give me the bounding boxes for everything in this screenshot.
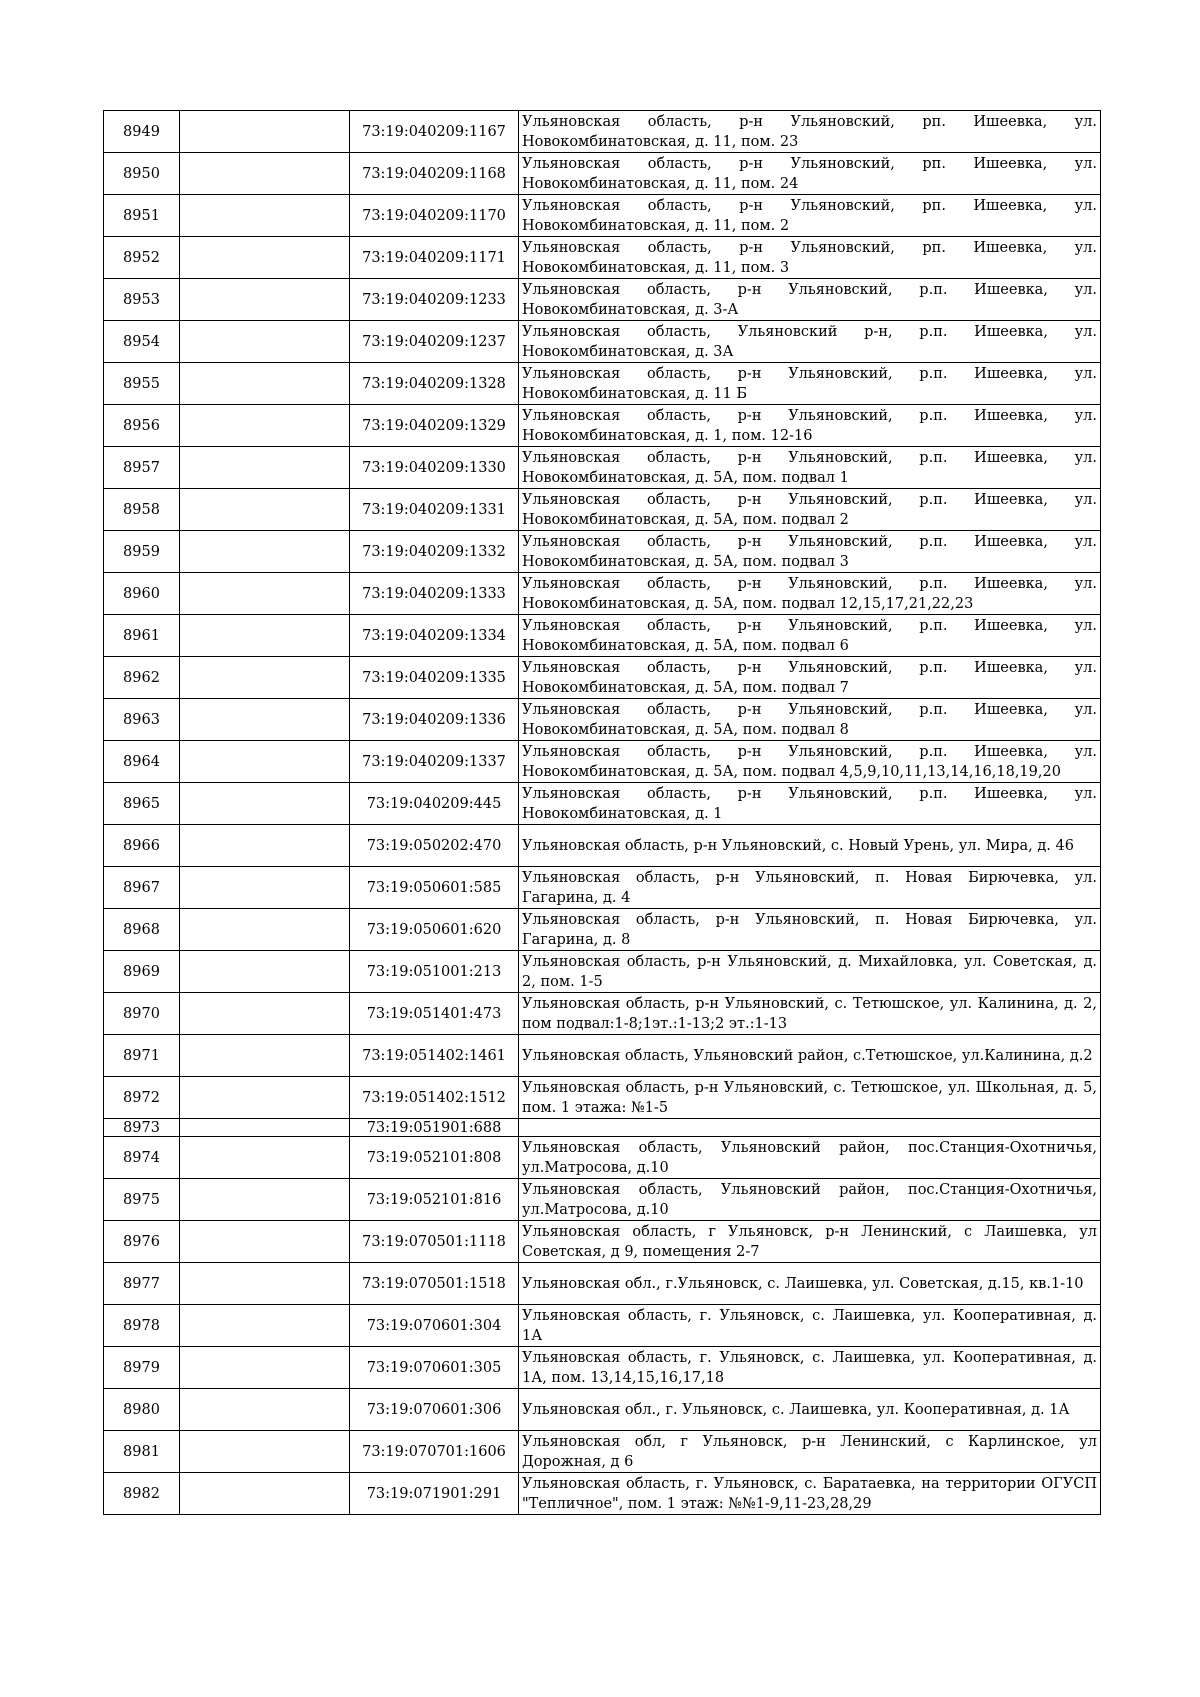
empty-cell (180, 1473, 350, 1515)
empty-cell (180, 447, 350, 489)
row-number-cell: 8952 (104, 237, 180, 279)
address-cell: Ульяновская область, Ульяновский район, пос.Станция-Охотничья, ул.Матросова, д.10 (519, 1137, 1101, 1179)
address-cell: Ульяновская область, Ульяновский район, с.Тетюшское, ул.Калинина, д.2 (519, 1035, 1101, 1077)
table-row (104, 363, 1101, 405)
empty-cell (180, 867, 350, 909)
empty-cell (180, 951, 350, 993)
row-number-cell: 8969 (104, 951, 180, 993)
row-number-cell: 8950 (104, 153, 180, 195)
cadastral-number-cell: 73:19:052101:816 (350, 1179, 519, 1221)
address-cell: Ульяновская область, р-н Ульяновский, р.п. Ишеевка, ул. Новокомбинатовская, д. 1 (519, 783, 1101, 825)
empty-cell (180, 237, 350, 279)
address-cell: Ульяновская область, р-н Ульяновский, рп. Ишеевка, ул. Новокомбинатовская, д. 11, пом. 3 (519, 237, 1101, 279)
table-row (104, 1473, 1101, 1515)
cadastral-number-cell: 73:19:070601:306 (350, 1389, 519, 1431)
address-cell: Ульяновская обл., г. Ульяновск, с. Лаишевка, ул. Кооперативная, д. 1А (519, 1389, 1101, 1431)
table-row (104, 1119, 1101, 1137)
address-cell: Ульяновская область, р-н Ульяновский, р.п. Ишеевка, ул. Новокомбинатовская, д. 3-А (519, 279, 1101, 321)
empty-cell (180, 489, 350, 531)
row-number-cell: 8951 (104, 195, 180, 237)
row-number-cell: 8968 (104, 909, 180, 951)
row-number-cell: 8954 (104, 321, 180, 363)
table-row (104, 1431, 1101, 1473)
table-row (104, 573, 1101, 615)
table-row (104, 1221, 1101, 1263)
table-row (104, 111, 1101, 153)
table-row (104, 321, 1101, 363)
address-cell: Ульяновская область, р-н Ульяновский, р.п. Ишеевка, ул. Новокомбинатовская, д. 11 Б (519, 363, 1101, 405)
row-number-cell: 8962 (104, 657, 180, 699)
address-cell: Ульяновская область, Ульяновский район, пос.Станция-Охотничья, ул.Матросова, д.10 (519, 1179, 1101, 1221)
address-cell: Ульяновская область, р-н Ульяновский, рп. Ишеевка, ул. Новокомбинатовская, д. 11, пом. 2 (519, 195, 1101, 237)
table-row (104, 489, 1101, 531)
address-cell: Ульяновская область, р-н Ульяновский, р.п. Ишеевка, ул. Новокомбинатовская, д. 5А, пом. подвал 6 (519, 615, 1101, 657)
table-row (104, 1347, 1101, 1389)
cadastral-number-cell: 73:19:040209:1334 (350, 615, 519, 657)
row-number-cell: 8958 (104, 489, 180, 531)
address-cell: Ульяновская область, р-н Ульяновский, р.п. Ишеевка, ул. Новокомбинатовская, д. 5А, пом. подвал 2 (519, 489, 1101, 531)
empty-cell (180, 1347, 350, 1389)
row-number-cell: 8963 (104, 699, 180, 741)
row-number-cell: 8978 (104, 1305, 180, 1347)
empty-cell (180, 909, 350, 951)
address-cell: Ульяновская область, р-н Ульяновский, д. Михайловка, ул. Советская, д. 2, пом. 1-5 (519, 951, 1101, 993)
cadastral-number-cell: 73:19:051401:473 (350, 993, 519, 1035)
address-cell: Ульяновская область, р-н Ульяновский, п. Новая Бирючевка, ул. Гагарина, д. 4 (519, 867, 1101, 909)
empty-cell (180, 111, 350, 153)
empty-cell (180, 615, 350, 657)
empty-cell (180, 1221, 350, 1263)
row-number-cell: 8973 (104, 1119, 180, 1137)
table-row (104, 1263, 1101, 1305)
row-number-cell: 8970 (104, 993, 180, 1035)
empty-cell (180, 1431, 350, 1473)
document-page (103, 110, 1100, 1515)
address-cell: Ульяновская область, г. Ульяновск, с. Лаишевка, ул. Кооперативная, д. 1А, пом. 13,14,15,16,17,18 (519, 1347, 1101, 1389)
cadastral-number-cell: 73:19:040209:1171 (350, 237, 519, 279)
table-row (104, 195, 1101, 237)
cadastral-number-cell: 73:19:051001:213 (350, 951, 519, 993)
address-cell: Ульяновская область, Ульяновский р-н, р.п. Ишеевка, ул. Новокомбинатовская, д. 3А (519, 321, 1101, 363)
cadastral-number-cell: 73:19:040209:1332 (350, 531, 519, 573)
address-cell (519, 1119, 1101, 1137)
cadastral-number-cell: 73:19:040209:1337 (350, 741, 519, 783)
row-number-cell: 8976 (104, 1221, 180, 1263)
row-number-cell: 8966 (104, 825, 180, 867)
row-number-cell: 8956 (104, 405, 180, 447)
empty-cell (180, 699, 350, 741)
cadastral-number-cell: 73:19:050202:470 (350, 825, 519, 867)
empty-cell (180, 195, 350, 237)
table-row (104, 1179, 1101, 1221)
table-row (104, 1077, 1101, 1119)
cadastral-number-cell: 73:19:040209:1336 (350, 699, 519, 741)
row-number-cell: 8971 (104, 1035, 180, 1077)
cadastral-number-cell: 73:19:040209:1167 (350, 111, 519, 153)
address-cell: Ульяновская обл, г Ульяновск, р-н Ленинский, с Карлинское, ул Дорожная, д 6 (519, 1431, 1101, 1473)
address-cell: Ульяновская обл., г.Ульяновск, с. Лаишевка, ул. Советская, д.15, кв.1-10 (519, 1263, 1101, 1305)
table-row (104, 279, 1101, 321)
address-cell: Ульяновская область, р-н Ульяновский, р.п. Ишеевка, ул. Новокомбинатовская, д. 5А, пом. подвал 7 (519, 657, 1101, 699)
empty-cell (180, 573, 350, 615)
cadastral-number-cell: 73:19:050601:585 (350, 867, 519, 909)
address-cell: Ульяновская область, р-н Ульяновский, п. Новая Бирючевка, ул. Гагарина, д. 8 (519, 909, 1101, 951)
empty-cell (180, 1179, 350, 1221)
table-row (104, 909, 1101, 951)
address-cell: Ульяновская область, г. Ульяновск, с. Лаишевка, ул. Кооперативная, д. 1А (519, 1305, 1101, 1347)
table-row (104, 447, 1101, 489)
row-number-cell: 8967 (104, 867, 180, 909)
row-number-cell: 8981 (104, 1431, 180, 1473)
cadastral-number-cell: 73:19:051402:1512 (350, 1077, 519, 1119)
table-row (104, 531, 1101, 573)
table-row (104, 1305, 1101, 1347)
empty-cell (180, 993, 350, 1035)
empty-cell (180, 1263, 350, 1305)
address-cell: Ульяновская область, р-н Ульяновский, р.п. Ишеевка, ул. Новокомбинатовская, д. 5А, пом. подвал 3 (519, 531, 1101, 573)
cadastral-number-cell: 73:19:040209:1335 (350, 657, 519, 699)
table-body (104, 111, 1101, 1515)
address-cell: Ульяновская область, р-н Ульяновский, р.п. Ишеевка, ул. Новокомбинатовская, д. 5А, пом. подвал 8 (519, 699, 1101, 741)
row-number-cell: 8975 (104, 1179, 180, 1221)
empty-cell (180, 1119, 350, 1137)
cadastral-number-cell: 73:19:070501:1118 (350, 1221, 519, 1263)
empty-cell (180, 783, 350, 825)
cadastral-number-cell: 73:19:040209:1328 (350, 363, 519, 405)
empty-cell (180, 1389, 350, 1431)
cadastral-number-cell: 73:19:040209:1333 (350, 573, 519, 615)
address-cell: Ульяновская область, р-н Ульяновский, р.п. Ишеевка, ул. Новокомбинатовская, д. 1, пом. 12-16 (519, 405, 1101, 447)
empty-cell (180, 153, 350, 195)
table-row (104, 867, 1101, 909)
empty-cell (180, 363, 350, 405)
address-cell: Ульяновская область, р-н Ульяновский, р.п. Ишеевка, ул. Новокомбинатовская, д. 5А, пом. подвал 4,5,9,10,11,13,14,16,18,19,20 (519, 741, 1101, 783)
row-number-cell: 8953 (104, 279, 180, 321)
empty-cell (180, 741, 350, 783)
table-row (104, 699, 1101, 741)
cadastral-number-cell: 73:19:052101:808 (350, 1137, 519, 1179)
cadastral-number-cell: 73:19:050601:620 (350, 909, 519, 951)
table-row (104, 405, 1101, 447)
address-cell: Ульяновская область, р-н Ульяновский, с. Новый Урень, ул. Мира, д. 46 (519, 825, 1101, 867)
cadastral-number-cell: 73:19:070701:1606 (350, 1431, 519, 1473)
table-row (104, 951, 1101, 993)
table-row (104, 1137, 1101, 1179)
cadastral-number-cell: 73:19:040209:1168 (350, 153, 519, 195)
row-number-cell: 8961 (104, 615, 180, 657)
property-table (103, 110, 1101, 1515)
row-number-cell: 8979 (104, 1347, 180, 1389)
address-cell: Ульяновская область, р-н Ульяновский, с. Тетюшское, ул. Калинина, д. 2, пом подвал:1-8;1эт.:1-13;2 эт.:1-13 (519, 993, 1101, 1035)
table-row (104, 783, 1101, 825)
cadastral-number-cell: 73:19:040209:445 (350, 783, 519, 825)
cadastral-number-cell: 73:19:070601:304 (350, 1305, 519, 1347)
empty-cell (180, 405, 350, 447)
cadastral-number-cell: 73:19:040209:1233 (350, 279, 519, 321)
empty-cell (180, 531, 350, 573)
cadastral-number-cell: 73:19:051901:688 (350, 1119, 519, 1137)
address-cell: Ульяновская область, р-н Ульяновский, рп. Ишеевка, ул. Новокомбинатовская, д. 11, пом. 23 (519, 111, 1101, 153)
row-number-cell: 8965 (104, 783, 180, 825)
table-row (104, 825, 1101, 867)
table-row (104, 615, 1101, 657)
table-row (104, 741, 1101, 783)
cadastral-number-cell: 73:19:040209:1331 (350, 489, 519, 531)
address-cell: Ульяновская область, р-н Ульяновский, р.п. Ишеевка, ул. Новокомбинатовская, д. 5А, пом. подвал 12,15,17,21,22,23 (519, 573, 1101, 615)
cadastral-number-cell: 73:19:040209:1329 (350, 405, 519, 447)
cadastral-number-cell: 73:19:070601:305 (350, 1347, 519, 1389)
empty-cell (180, 279, 350, 321)
cadastral-number-cell: 73:19:070501:1518 (350, 1263, 519, 1305)
cadastral-number-cell: 73:19:040209:1170 (350, 195, 519, 237)
table-row (104, 1389, 1101, 1431)
empty-cell (180, 825, 350, 867)
cadastral-number-cell: 73:19:040209:1330 (350, 447, 519, 489)
empty-cell (180, 1137, 350, 1179)
table-row (104, 657, 1101, 699)
empty-cell (180, 1305, 350, 1347)
empty-cell (180, 1077, 350, 1119)
row-number-cell: 8972 (104, 1077, 180, 1119)
row-number-cell: 8949 (104, 111, 180, 153)
cadastral-number-cell: 73:19:071901:291 (350, 1473, 519, 1515)
empty-cell (180, 321, 350, 363)
row-number-cell: 8959 (104, 531, 180, 573)
row-number-cell: 8974 (104, 1137, 180, 1179)
address-cell: Ульяновская область, г. Ульяновск, с. Баратаевка, на территории ОГУСП "Тепличное", пом. 1 этаж: №№1-9,11-23,28,29 (519, 1473, 1101, 1515)
empty-cell (180, 657, 350, 699)
table-row (104, 237, 1101, 279)
row-number-cell: 8977 (104, 1263, 180, 1305)
row-number-cell: 8980 (104, 1389, 180, 1431)
address-cell: Ульяновская область, г Ульяновск, р-н Ленинский, с Лаишевка, ул Советская, д 9, помещения 2-7 (519, 1221, 1101, 1263)
table-row (104, 1035, 1101, 1077)
cadastral-number-cell: 73:19:040209:1237 (350, 321, 519, 363)
row-number-cell: 8957 (104, 447, 180, 489)
address-cell: Ульяновская область, р-н Ульяновский, рп. Ишеевка, ул. Новокомбинатовская, д. 11, пом. 24 (519, 153, 1101, 195)
address-cell: Ульяновская область, р-н Ульяновский, с. Тетюшское, ул. Школьная, д. 5, пом. 1 этажа: №1-5 (519, 1077, 1101, 1119)
row-number-cell: 8982 (104, 1473, 180, 1515)
row-number-cell: 8960 (104, 573, 180, 615)
cadastral-number-cell: 73:19:051402:1461 (350, 1035, 519, 1077)
table-row (104, 993, 1101, 1035)
row-number-cell: 8964 (104, 741, 180, 783)
address-cell: Ульяновская область, р-н Ульяновский, р.п. Ишеевка, ул. Новокомбинатовская, д. 5А, пом. подвал 1 (519, 447, 1101, 489)
row-number-cell: 8955 (104, 363, 180, 405)
table-row (104, 153, 1101, 195)
empty-cell (180, 1035, 350, 1077)
